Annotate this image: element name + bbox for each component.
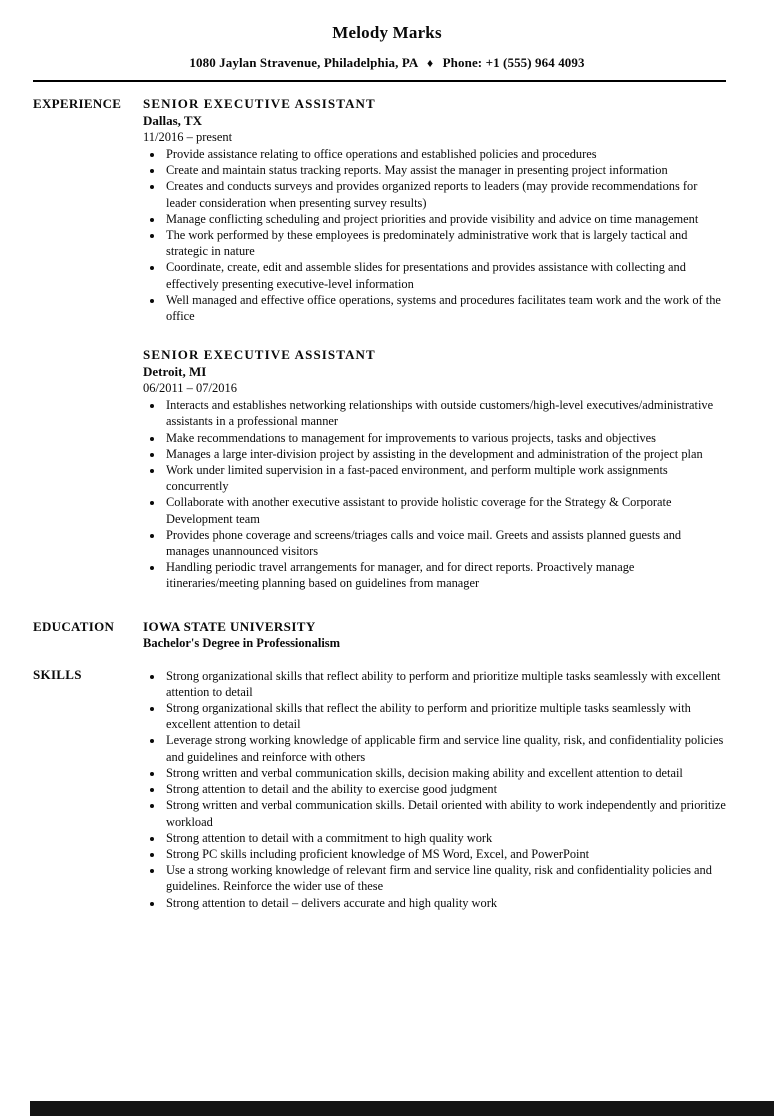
bullet-item: • Collaborate with another executive assistant to provide holistic coverage for the Strategy & Corporate Development team bbox=[164, 494, 726, 526]
section-education bbox=[33, 618, 726, 652]
job-title: SENIOR EXECUTIVE ASSISTANT bbox=[143, 347, 376, 363]
skills-body bbox=[143, 667, 726, 911]
bullet-item: • Create and maintain status tracking reports. May assist the manager in presenting project information bbox=[164, 162, 726, 178]
section-experience bbox=[33, 95, 726, 592]
bullet-item: • Provides phone coverage and screens/triages calls and voice mail. Greets and assists planned guests and manages unannounced visitors bbox=[164, 527, 726, 559]
bullet-item: • Coordinate, create, edit and assemble slides for presentations and provides assistance with collecting and effectively presenting executive-level information bbox=[164, 259, 726, 291]
bullet-item: • Well managed and effective office operations, systems and procedures facilitates team work and the work of the office bbox=[164, 292, 726, 324]
bullet-item: • Handling periodic travel arrangements for manager, and for direct reports. Proactively manage itineraries/meeting planning based on guidelines from manager bbox=[164, 559, 726, 591]
bullet-item: • Manage conflicting scheduling and project priorities and provide visibility and advice on time management bbox=[164, 211, 726, 227]
bullet-item: • Strong attention to detail with a commitment to high quality work bbox=[164, 830, 726, 846]
job-bullet-list bbox=[143, 146, 726, 324]
bullet-item: • Strong organizational skills that reflect the ability to perform and prioritize multiple tasks seamlessly with excellent attention to detail bbox=[164, 700, 726, 732]
resume-content bbox=[0, 82, 774, 911]
contact-address: 1080 Jaylan Stravenue, Philadelphia, PA bbox=[189, 55, 418, 70]
contact-phone: Phone: +1 (555) 964 4093 bbox=[442, 55, 585, 70]
education-label: EDUCATION bbox=[33, 618, 115, 634]
education-body bbox=[143, 618, 726, 652]
education-school: IOWA STATE UNIVERSITY bbox=[143, 618, 316, 634]
diamond-icon: ♦ bbox=[427, 56, 434, 70]
skills-bullet-list bbox=[143, 668, 726, 911]
job-dates: 11/2016 – present bbox=[143, 130, 233, 144]
bullet-item: • Strong written and verbal communication skills, decision making ability and excellent attention to detail bbox=[164, 765, 726, 781]
education-degree: Bachelor's Degree in Professionalism bbox=[143, 635, 341, 650]
bullet-item: • Strong PC skills including proficient knowledge of MS Word, Excel, and PowerPoint bbox=[164, 846, 726, 862]
bullet-item: • Manages a large inter-division project by assisting in the development and administration of the project plan bbox=[164, 446, 726, 462]
bullet-item: • Strong written and verbal communication skills. Detail oriented with ability to work independently and prioritize workload bbox=[164, 797, 726, 829]
footer-bar bbox=[30, 1101, 774, 1116]
job-entry bbox=[143, 346, 726, 591]
job-bullet-list bbox=[143, 397, 726, 591]
job-dates: 06/2011 – 07/2016 bbox=[143, 381, 237, 396]
experience-label: EXPERIENCE bbox=[33, 96, 122, 111]
job-title: SENIOR EXECUTIVE ASSISTANT bbox=[143, 96, 376, 111]
bullet-item: • Strong attention to detail – delivers accurate and high quality work bbox=[164, 895, 726, 911]
bullet-item: • Provide assistance relating to office operations and established policies and procedures bbox=[164, 146, 726, 162]
bullet-item: • Leverage strong working knowledge of applicable firm and service line quality, risk, and confidentiality policies and guidelines and reinforce with others bbox=[164, 732, 726, 764]
bullet-item: • The work performed by these employees is predominately administrative work that is largely tactical and strategic in nature bbox=[164, 227, 726, 259]
job-entry bbox=[143, 95, 726, 324]
bullet-item: • Creates and conducts surveys and provides organized reports to leaders (may provide recommendations for leader consideration when presenting survey results) bbox=[164, 178, 726, 210]
bullet-item: • Interacts and establishes networking relationships with outside customers/high-level executives/administrative assistants in a professional manner bbox=[164, 397, 726, 429]
job-location: Dallas, TX bbox=[143, 113, 202, 128]
skills-label: SKILLS bbox=[33, 666, 82, 682]
bullet-item: • Use a strong working knowledge of relevant firm and service line quality, risk and confidentiality policies and guidelines. Reinforce the wider use of these bbox=[164, 862, 726, 894]
bullet-item: • Make recommendations to management for improvements to various projects, tasks and objectives bbox=[164, 430, 726, 446]
bullet-item: • Strong attention to detail and the ability to exercise good judgment bbox=[164, 781, 726, 797]
experience-body bbox=[143, 95, 726, 592]
page-title: Melody Marks bbox=[332, 23, 442, 42]
bullet-item: • Strong organizational skills that reflect ability to perform and prioritize multiple tasks seamlessly with excellent attention to detail bbox=[164, 668, 726, 700]
section-skills bbox=[33, 667, 726, 911]
job-location: Detroit, MI bbox=[143, 364, 207, 380]
contact-line bbox=[0, 55, 774, 71]
bullet-item: • Work under limited supervision in a fast-paced environment, and perform multiple work assignments concurrently bbox=[164, 462, 726, 494]
